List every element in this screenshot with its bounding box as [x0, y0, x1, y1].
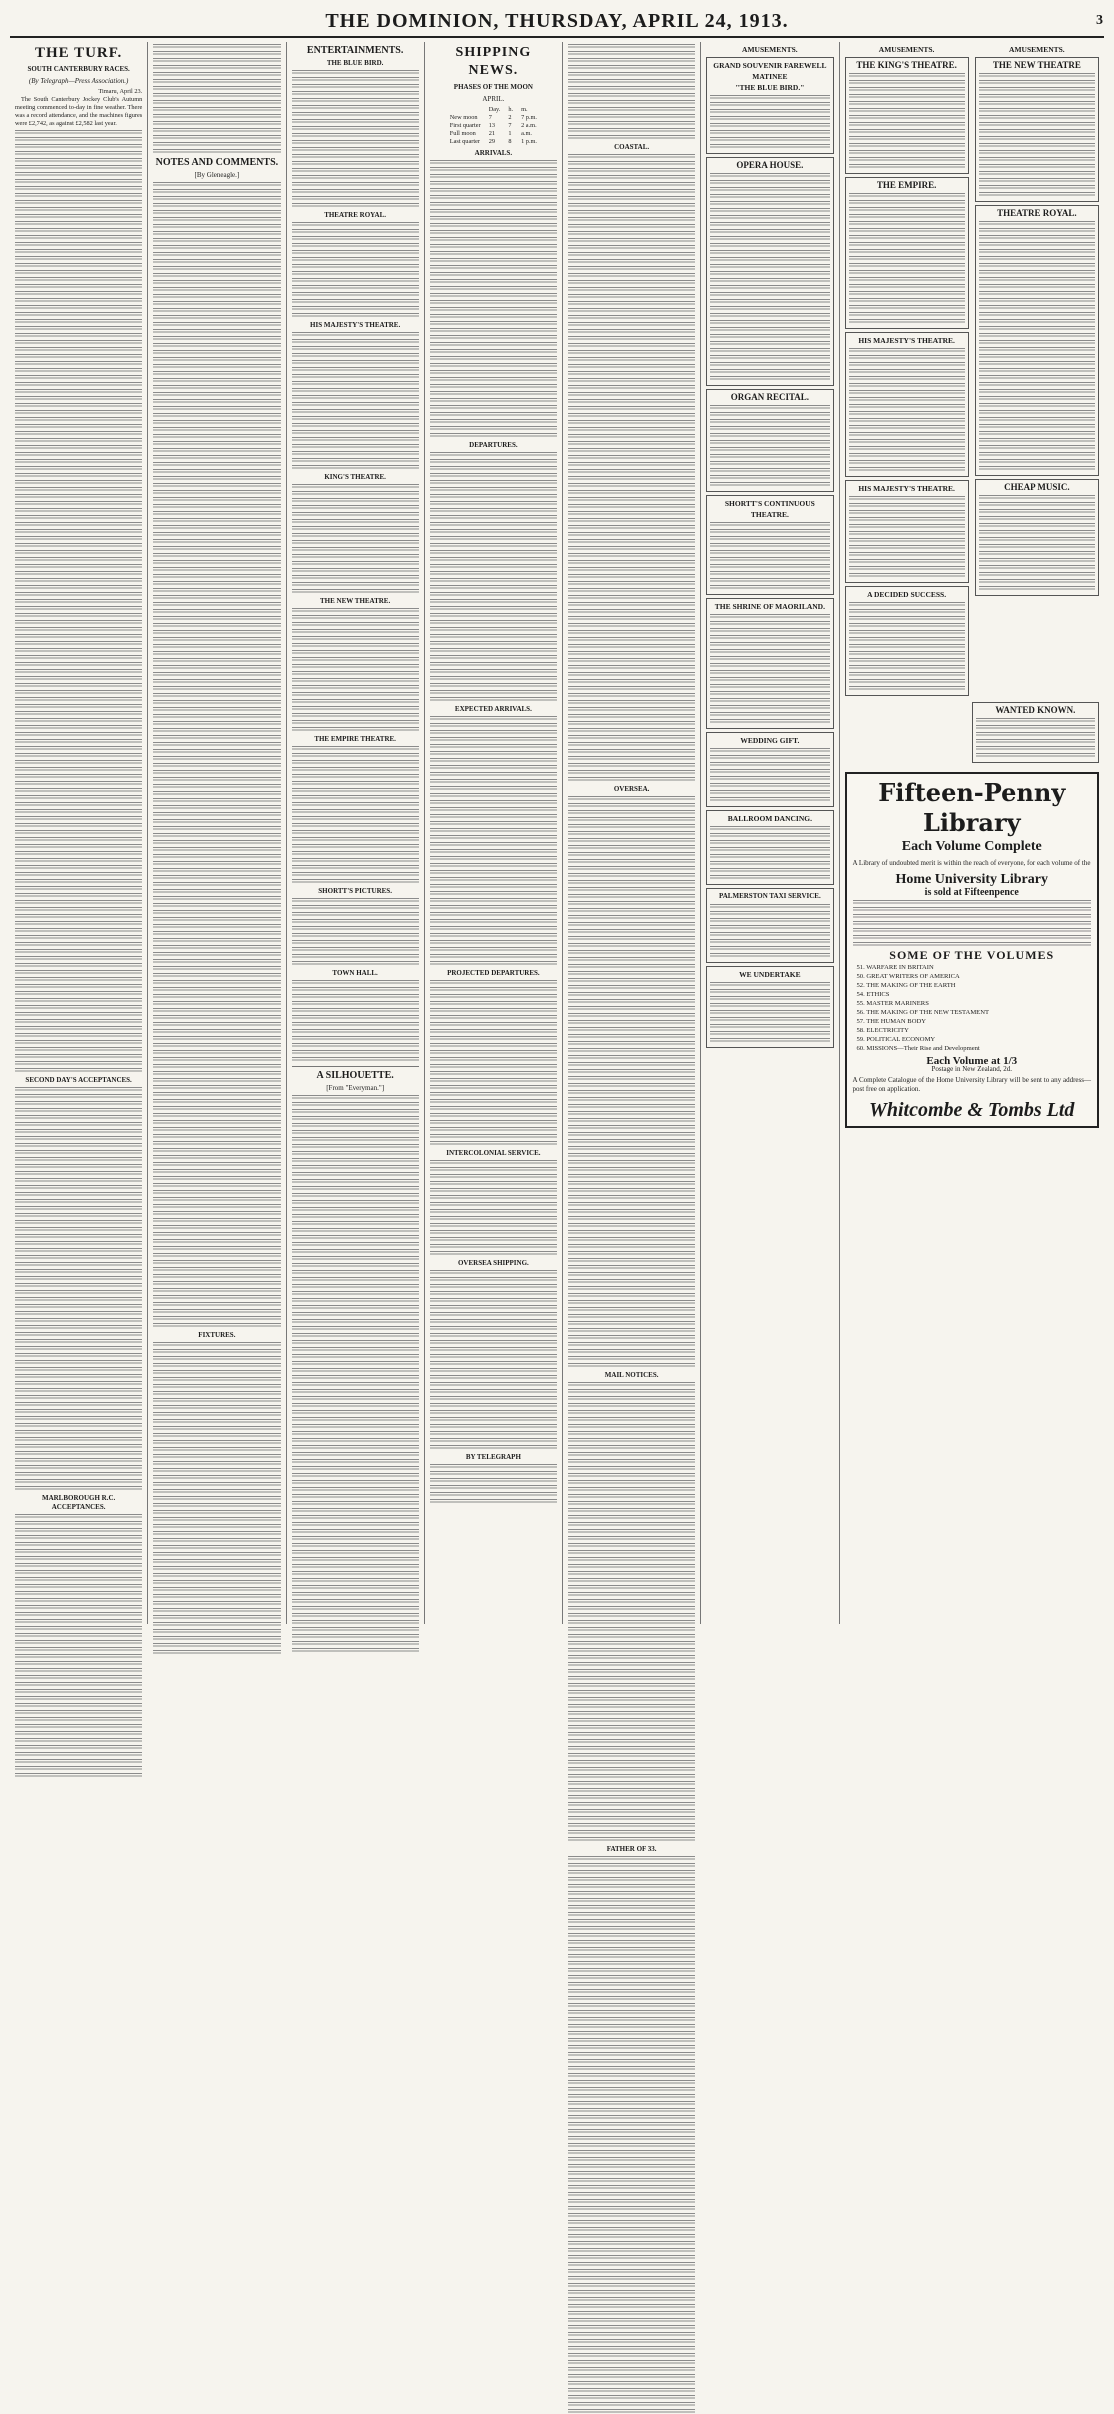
turf-results-text — [15, 130, 142, 1073]
page-number: 3 — [1096, 13, 1104, 28]
moon-cell: 7 p.m. — [521, 114, 537, 121]
library-body-text — [853, 900, 1092, 947]
ent-item-4: THE NEW THEATRE. — [320, 597, 391, 605]
silhouette-byline: [From "Everyman."] — [326, 1084, 385, 1092]
ent-item-6: SHORTT'S PICTURES. — [318, 887, 392, 895]
library-price: Each Volume at 1/3 — [926, 1055, 1018, 1067]
ent-item-2: HIS MAJESTY'S THEATRE. — [310, 321, 401, 329]
column-coastal — [563, 42, 701, 1853]
ad-decided-success — [845, 586, 969, 696]
moon-cell: 1 p.m. — [521, 138, 537, 145]
amusements-heading-3: AMUSEMENTS. — [1009, 45, 1065, 54]
acceptances-text — [15, 1087, 142, 1491]
ad-title: THE KING'S THEATRE. — [856, 60, 957, 70]
amusements-subcol-1 — [845, 42, 969, 699]
library-title: Fifteen-Penny Library — [878, 778, 1066, 837]
ship-section-4: INTERCOLONIAL SERVICE. — [446, 1149, 541, 1157]
ship-text-4 — [430, 1160, 557, 1256]
ad-title: WE UNDERTAKE — [739, 970, 801, 979]
coastal-text — [568, 154, 695, 782]
ad-we-undertake — [706, 966, 833, 1048]
notes-top-text — [153, 44, 280, 154]
notes-byline: [By Gleneagle.] — [194, 171, 240, 179]
library-volume: 58. ELECTRICITY — [856, 1027, 909, 1034]
ad-title: "THE BLUE BIRD." — [735, 83, 805, 92]
silhouette-heading: A SILHOUETTE. — [316, 1070, 394, 1081]
ent-text-1 — [292, 222, 419, 318]
library-volume: 59. POLITICAL ECONOMY — [856, 1036, 936, 1043]
ent-text-7 — [292, 980, 419, 1062]
amusements-heading-1: AMUSEMENTS. — [742, 45, 798, 54]
ad-his-majestys-2 — [845, 480, 969, 583]
ad-cheap-music — [975, 479, 1099, 596]
notes-heading: NOTES AND COMMENTS. — [155, 157, 279, 168]
moon-row — [446, 114, 541, 122]
library-postage: Postage in New Zealand, 2d. — [931, 1065, 1012, 1073]
masthead-title: THE DOMINION, THURSDAY, APRIL 24, 1913. — [325, 9, 789, 32]
ent-text-0 — [292, 70, 419, 208]
ad-title: THE EMPIRE. — [876, 180, 937, 190]
moon-header-cell: m. — [521, 106, 528, 113]
library-volume: 60. MISSIONS—Their Rise and Development — [856, 1045, 980, 1052]
moon-cell: 13 — [488, 122, 495, 129]
ad-his-majestys-1 — [845, 332, 969, 477]
ent-text-5 — [292, 746, 419, 884]
moon-title: PHASES OF THE MOON — [453, 83, 533, 91]
ent-text-2 — [292, 332, 419, 470]
ad-title: HIS MAJESTY'S THEATRE. — [858, 484, 955, 493]
turf-intro: The South Canterbury Jockey Club's Autumn meeting commenced to-day in fine weather. There was a record attendance, and the machines figures were £2,742, as against £2,582 last year. — [15, 96, 143, 127]
moon-cell: 8 — [508, 138, 512, 145]
ad-new-theatre — [975, 57, 1099, 202]
moon-cell: 2 a.m. — [521, 122, 537, 129]
mail-notices-heading: MAIL NOTICES. — [604, 1371, 659, 1379]
ent-text-6 — [292, 898, 419, 966]
ad-title: WANTED KNOWN. — [995, 705, 1076, 715]
ship-section-2: EXPECTED ARRIVALS. — [454, 705, 532, 713]
ad-title: CHEAP MUSIC. — [1004, 482, 1070, 492]
ent-item-7: TOWN HALL. — [332, 969, 378, 977]
notes-text — [153, 182, 280, 1328]
library-price-line: is sold at Fifteenpence — [924, 887, 1019, 898]
moon-cell: Full moon — [449, 130, 476, 137]
library-subtitle: Each Volume Complete — [901, 839, 1042, 854]
ad-shrine-maoriland — [706, 598, 833, 729]
library-volume: 51. WARFARE IN BRITAIN — [856, 964, 934, 971]
turf-byline: (By Telegraph—Press Association.) — [28, 77, 129, 85]
ad-title: ORGAN RECITAL. — [730, 392, 810, 402]
coastal-heading: COASTAL. — [614, 143, 650, 151]
moon-table — [446, 106, 541, 146]
library-volumes-title: SOME OF THE VOLUMES — [889, 948, 1055, 962]
fixtures-text — [153, 1342, 280, 1655]
ad-title: WEDDING GIFT. — [740, 736, 800, 745]
turf-dateline: Timaru, April 23. — [98, 88, 143, 95]
ad-taxi-service — [706, 888, 833, 963]
library-intro: A Library of undoubted merit is within the reach of everyone, for each volume of the — [852, 859, 1091, 867]
library-volume: 55. MASTER MARINERS — [856, 1000, 929, 1007]
moon-cell: 1 — [508, 130, 512, 137]
library-volume: 57. THE HUMAN BODY — [856, 1018, 926, 1025]
moon-header-row — [446, 106, 541, 114]
moon-cell: New moon — [449, 114, 478, 121]
masthead — [10, 6, 1104, 38]
library-name: Home University Library — [895, 872, 1048, 887]
ent-text-4 — [292, 608, 419, 732]
ad-kings-theatre — [845, 57, 969, 174]
ad-title: HIS MAJESTY'S THEATRE. — [858, 336, 955, 345]
entertainments-heading: ENTERTAINMENTS. — [306, 45, 404, 56]
ad-title: A DECIDED SUCCESS. — [867, 590, 947, 599]
ad-wanted-known — [972, 702, 1099, 763]
column-shipping — [425, 42, 563, 1624]
ad-title: OPERA HOUSE. — [736, 160, 804, 170]
ship-text-1 — [430, 452, 557, 702]
moon-cell: First quarter — [449, 122, 481, 129]
ship-text-2 — [430, 716, 557, 966]
library-volume: 50. GREAT WRITERS OF AMERICA — [856, 973, 960, 980]
ship-text-5 — [430, 1270, 557, 1450]
moon-cell: 2 — [508, 114, 512, 121]
ad-shortts-theatre — [706, 495, 833, 595]
silhouette-text — [292, 1095, 419, 1653]
ad-title: THEATRE ROYAL. — [997, 208, 1077, 218]
moon-cell: 7 — [508, 122, 512, 129]
column-amusements-1 — [701, 42, 839, 1624]
ent-item-1: THEATRE ROYAL. — [324, 211, 387, 219]
column-turf — [10, 42, 148, 1624]
moon-header-cell: Day. — [488, 106, 501, 113]
ad-title: BALLROOM DANCING. — [727, 814, 812, 823]
ent-text-3 — [292, 484, 419, 594]
coastal-top-text — [568, 44, 695, 140]
ad-souvenir-matinee — [706, 57, 833, 154]
library-catalogue: A Complete Catalogue of the Home University Library will be sent to any address—post free on application. — [852, 1076, 1091, 1093]
library-volume: 54. ETHICS — [856, 991, 890, 998]
marlborough-text — [15, 1514, 142, 1778]
ad-title: THE SHRINE OF MAORILAND. — [714, 602, 825, 611]
ad-ballroom-dancing — [706, 810, 833, 885]
acceptances-heading: SECOND DAY'S ACCEPTANCES. — [25, 1076, 132, 1084]
ad-wedding-gift — [706, 732, 833, 807]
library-advertisement — [845, 772, 1100, 1128]
library-volumes-list — [853, 963, 1092, 1053]
ad-opera-house — [706, 157, 833, 386]
moon-header-cell — [446, 106, 485, 114]
ent-item-0: THE BLUE BIRD. — [326, 59, 384, 67]
moon-cell: a.m. — [521, 130, 532, 137]
column-notes — [148, 42, 286, 1624]
ad-the-empire — [845, 177, 969, 329]
ad-title: THE NEW THEATRE — [992, 60, 1081, 70]
moon-cell: 7 — [488, 114, 492, 121]
amusements-heading-2: AMUSEMENTS. — [878, 45, 935, 54]
ship-section-0: ARRIVALS. — [474, 149, 513, 157]
moon-cell: 29 — [488, 138, 495, 145]
ent-item-5: THE EMPIRE THEATRE. — [314, 735, 396, 743]
ship-section-1: DEPARTURES. — [469, 441, 518, 449]
mail-notices-text — [568, 1382, 695, 1842]
moon-cell: 21 — [488, 130, 495, 137]
moon-row — [446, 122, 541, 130]
ad-title: GRAND SOUVENIR FAREWELL MATINEE — [713, 61, 827, 81]
ad-organ-recital — [706, 389, 833, 492]
library-firm-logo: Whitcombe & Tombs Ltd — [869, 1099, 1075, 1121]
library-volume: 56. THE MAKING OF THE NEW TESTAMENT — [856, 1009, 990, 1016]
father-text — [568, 1856, 695, 2414]
ship-section-3: PROJECTED DEPARTURES. — [447, 969, 540, 977]
ship-section-5: OVERSEA SHIPPING. — [457, 1259, 529, 1267]
moon-cell: Last quarter — [449, 138, 480, 145]
ship-section-6: BY TELEGRAPH — [465, 1453, 521, 1461]
column-amusements-2 — [840, 42, 1105, 1624]
fixtures-heading: FIXTURES. — [198, 1331, 236, 1339]
shipping-heading: SHIPPING NEWS. — [455, 45, 532, 78]
ship-text-0 — [430, 160, 557, 438]
column-entertainments — [287, 42, 425, 1624]
moon-row — [446, 130, 541, 138]
ad-title: SHORTT'S CONTINUOUS THEATRE. — [724, 499, 815, 519]
father-heading: FATHER OF 33. — [606, 1845, 657, 1853]
library-volume: 52. THE MAKING OF THE EARTH — [856, 982, 956, 989]
oversea-text — [568, 796, 695, 1368]
turf-heading: THE TURF. — [34, 45, 123, 61]
amusements-subcol-2 — [975, 42, 1099, 699]
oversea-heading: OVERSEA. — [613, 785, 650, 793]
moon-month: APRIL. — [482, 95, 505, 103]
ad-title: PALMERSTON TAXI SERVICE. — [719, 892, 821, 900]
ship-text-3 — [430, 980, 557, 1146]
marlborough-heading: MARLBOROUGH R.C. ACCEPTANCES. — [41, 1494, 116, 1511]
moon-header-cell: h. — [508, 106, 514, 113]
turf-subheading: SOUTH CANTERBURY RACES. — [27, 65, 130, 73]
moon-row — [446, 138, 541, 146]
ship-text-6 — [430, 1464, 557, 1504]
ent-item-3: KING'S THEATRE. — [324, 473, 386, 481]
ad-theatre-royal — [975, 205, 1099, 476]
